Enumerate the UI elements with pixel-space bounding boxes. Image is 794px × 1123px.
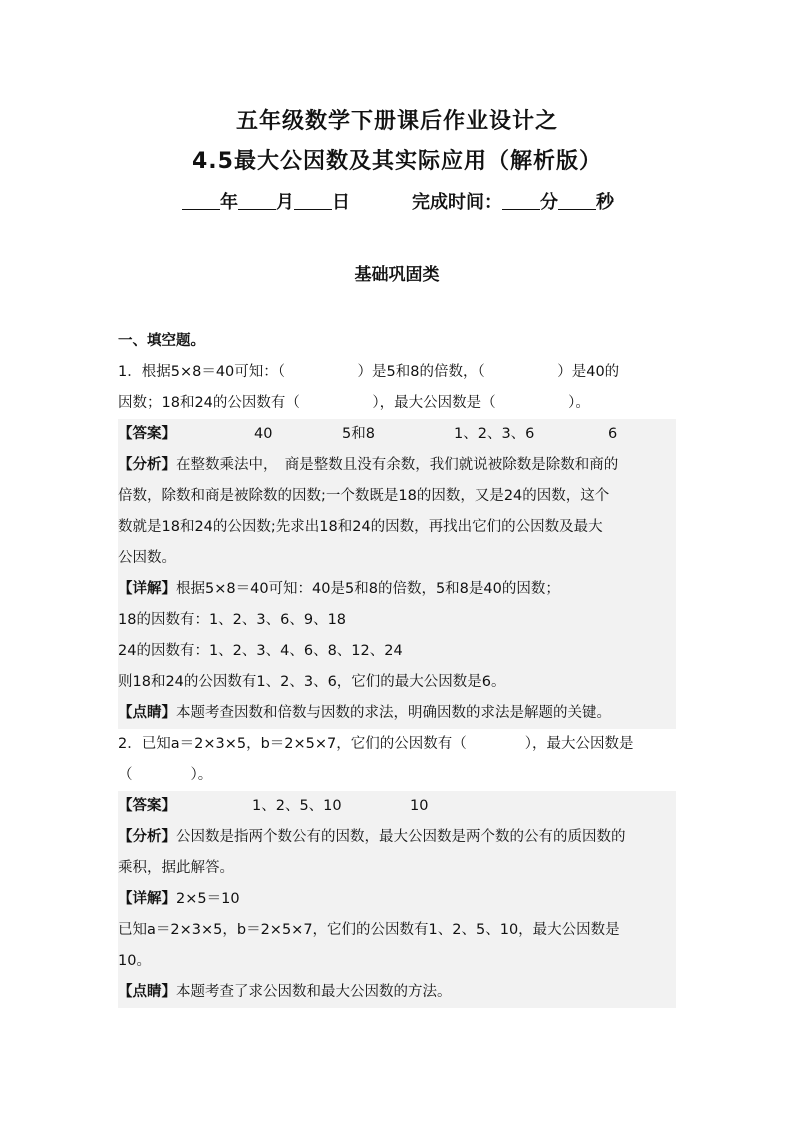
- q1-detail-line2: 18的因数有：1、2、3、6、9、18: [118, 612, 347, 628]
- answer-label: 【答案】: [118, 798, 176, 814]
- q2-stem-line1: 2．已知a＝2×3×5，b＝2×5×7，它们的公因数有（ ），最大公因数是: [118, 736, 634, 752]
- q2-comment-line: 【点睛】本题考查了求公因数和最大公因数的方法。: [118, 984, 452, 1000]
- q1-analysis-line1: 【分析】在整数乘法中， 商是整数且没有余数，我们就说被除数是除数和商的: [118, 457, 619, 473]
- month-blank[interactable]: [238, 191, 276, 210]
- second-label: 秒: [596, 192, 614, 213]
- q1-detail-line4: 则18和24的公因数有1、2、3、6，它们的最大公因数是6。: [118, 674, 506, 690]
- q2-analysis-line1: 【分析】公因数是指两个数公有的因数，最大公因数是两个数的公有的质因数的: [118, 829, 626, 845]
- q1-answer-line: [118, 419, 676, 450]
- minute-blank[interactable]: [502, 191, 540, 210]
- detail-label: 【详解】: [118, 891, 176, 907]
- answer-label: 【答案】: [118, 426, 176, 442]
- date-time-line: [182, 188, 614, 214]
- comment-label: 【点睛】: [118, 984, 176, 1000]
- q2-detail-line3: 10。: [118, 953, 151, 969]
- q2-stem-line2: （ ）。: [118, 767, 213, 783]
- q1-comment-line: 【点睛】本题考查因数和倍数与因数的求法，明确因数的求法是解题的关键。: [118, 705, 611, 721]
- day-label: 日: [332, 192, 350, 213]
- q1-solution-block: [118, 419, 676, 729]
- q1-answer-2: 5和8: [342, 426, 375, 442]
- q2-solution-block: [118, 791, 676, 1008]
- q2-answer-2: 10: [410, 798, 429, 814]
- second-blank[interactable]: [558, 191, 596, 210]
- analysis-label: 【分析】: [118, 457, 176, 473]
- document-title-line1: 五年级数学下册课后作业设计之: [235, 109, 558, 134]
- year-blank[interactable]: [182, 191, 220, 210]
- q1-analysis-line4: 公因数。: [118, 550, 176, 566]
- minute-label: 分: [540, 192, 558, 213]
- q1-answer-4: 6: [608, 426, 618, 442]
- analysis-label: 【分析】: [118, 829, 176, 845]
- q2-answer-line: [118, 791, 676, 822]
- q1-detail-line3: 24的因数有：1、2、3、4、6、8、12、24: [118, 643, 403, 659]
- q1-answer-1: 40: [254, 426, 273, 442]
- q2-analysis-line2: 乘积，据此解答。: [118, 860, 234, 876]
- comment-label: 【点睛】: [118, 705, 176, 721]
- q2-detail-line2: 已知a＝2×3×5，b＝2×5×7，它们的公因数有1、2、5、10，最大公因数是: [118, 922, 620, 938]
- question-content: [118, 326, 676, 1008]
- section-title: 基础巩固类: [354, 265, 440, 285]
- year-label: 年: [220, 192, 238, 213]
- q2-answer-1: 1、2、5、10: [252, 798, 342, 814]
- month-label: 月: [276, 192, 294, 213]
- time-label: 完成时间：: [412, 192, 502, 213]
- q1-stem-line1: 1．根据5×8＝40可知：（ ）是5和8的倍数，（ ）是40的: [118, 364, 620, 380]
- document-title-line2: 4.5最大公因数及其实际应用（解析版）: [192, 149, 602, 174]
- q1-stem-line2: 因数；18和24的公因数有（ ），最大公因数是（ ）。: [118, 395, 590, 411]
- part-title: 一、填空题。: [118, 333, 205, 349]
- q1-analysis-line3: 数就是18和24的公因数;先求出18和24的因数，再找出它们的公因数及最大: [118, 519, 603, 535]
- q2-detail-line1: 【详解】2×5＝10: [118, 891, 240, 907]
- day-blank[interactable]: [294, 191, 332, 210]
- q1-detail-line1: 【详解】根据5×8＝40可知：40是5和8的倍数，5和8是40的因数；: [118, 581, 560, 597]
- q1-answer-3: 1、2、3、6: [454, 426, 535, 442]
- detail-label: 【详解】: [118, 581, 176, 597]
- q1-analysis-line2: 倍数，除数和商是被除数的因数;一个数既是18的因数，又是24的因数，这个: [118, 488, 610, 504]
